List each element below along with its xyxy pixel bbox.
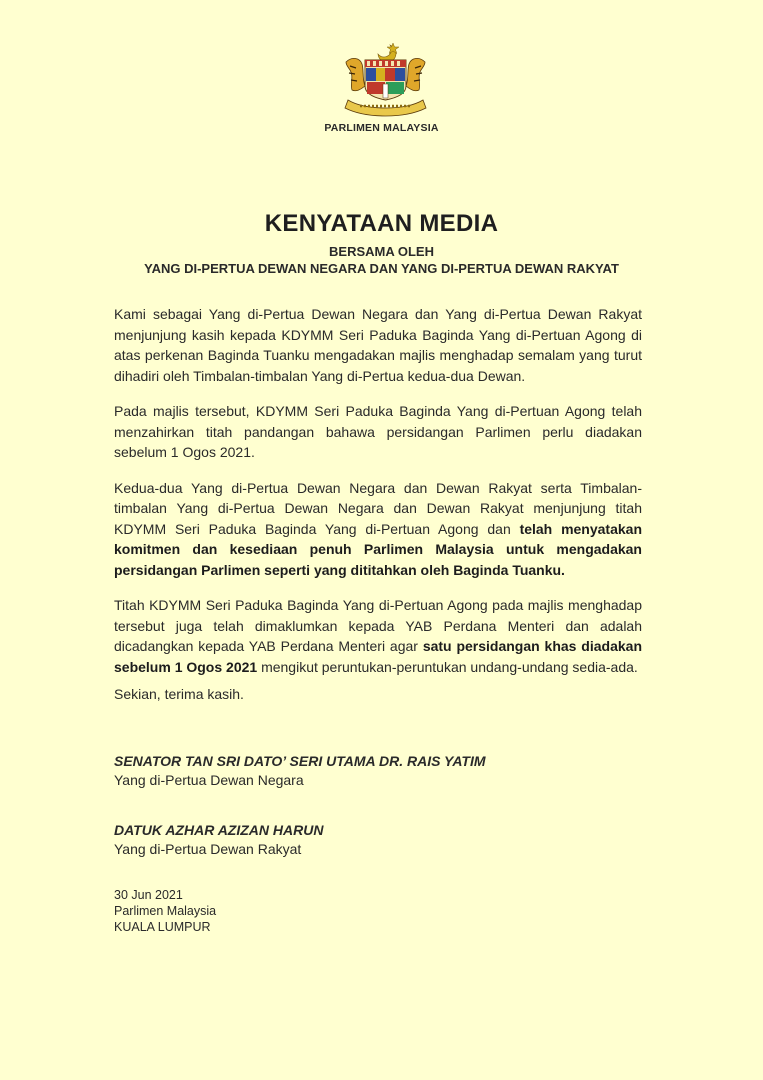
paragraph-text: Titah KDYMM Seri Paduka Baginda Yang di-Pertuan Agong pada majlis menghadap tersebut juga telah dimaklumkan kepada YAB Perdana Menteri dan adalah dicadangkan kepada YAB Perdana Menteri agar <box>114 597 642 654</box>
paragraph <box>114 595 642 677</box>
place-line: KUALA LUMPUR <box>114 920 211 934</box>
issue-date: 30 Jun 2021 <box>114 888 183 902</box>
signatory-position: Yang di-Pertua Dewan Rakyat <box>114 841 302 857</box>
document-subtitle-1: BERSAMA OLEH <box>329 244 434 259</box>
document-subtitle-2: YANG DI-PERTUA DEWAN NEGARA DAN YANG DI-PERTUA DEWAN RAKYAT <box>144 261 619 276</box>
paragraph-text: mengikut peruntukan-peruntukan undang-undang sedia-ada. <box>257 658 638 675</box>
document-title: KENYATAAN MEDIA <box>264 210 499 237</box>
coat-of-arms-logo <box>338 40 433 118</box>
signatory-position: Yang di-Pertua Dewan Negara <box>114 772 304 788</box>
paragraph: Pada majlis tersebut, KDYMM Seri Paduka Baginda Yang di-Pertuan Agong telah menzahirkan titah pandangan bahawa persidangan Parlimen perlu diadakan sebelum 1 Ogos 2021. <box>114 403 642 460</box>
place-line: Parlimen Malaysia <box>114 904 217 918</box>
signatory-block <box>114 821 323 859</box>
paragraph-text: Kedua-dua Yang di-Pertua Dewan Negara dan Dewan Rakyat serta Timbalan-timbalan Yang di-Pertua Dewan Negara dan Dewan Rakyat menjunjung titah KDYMM Seri Paduka Baginda Yang di-Pertuan Agong dan <box>114 479 642 537</box>
paragraph-emphasis: satu persidangan khas diadakan sebelum 1 Ogos 2021 <box>114 638 642 675</box>
statement-body <box>114 304 642 692</box>
paragraph-emphasis: telah menyatakan komitmen dan kesediaan penuh Parlimen Malaysia untuk mengadakan persidangan Parlimen seperti yang dititahkan oleh Baginda Tuanku. <box>114 520 642 578</box>
paragraph <box>114 478 642 581</box>
signatory-name: SENATOR TAN SRI DATO’ SERI UTAMA DR. RAIS YATIM <box>114 753 486 769</box>
closing-line: Sekian, terima kasih. <box>114 686 244 702</box>
paragraph: Kami sebagai Yang di-Pertua Dewan Negara dan Yang di-Pertua Dewan Rakyat menjunjung kasih kepada KDYMM Seri Paduka Baginda Yang di-Pertuan Agong di atas perkenan Baginda Tuanku mengadakan majlis menghadap semalam yang turut dihadiri oleh Timbalan-timbalan Yang di-Pertua kedua-dua Dewan. <box>114 306 642 384</box>
date-place-block <box>114 887 216 935</box>
organization-name: PARLIMEN MALAYSIA <box>324 122 439 134</box>
signatory-block <box>114 752 486 790</box>
signatory-name: DATUK AZHAR AZIZAN HARUN <box>114 822 324 838</box>
